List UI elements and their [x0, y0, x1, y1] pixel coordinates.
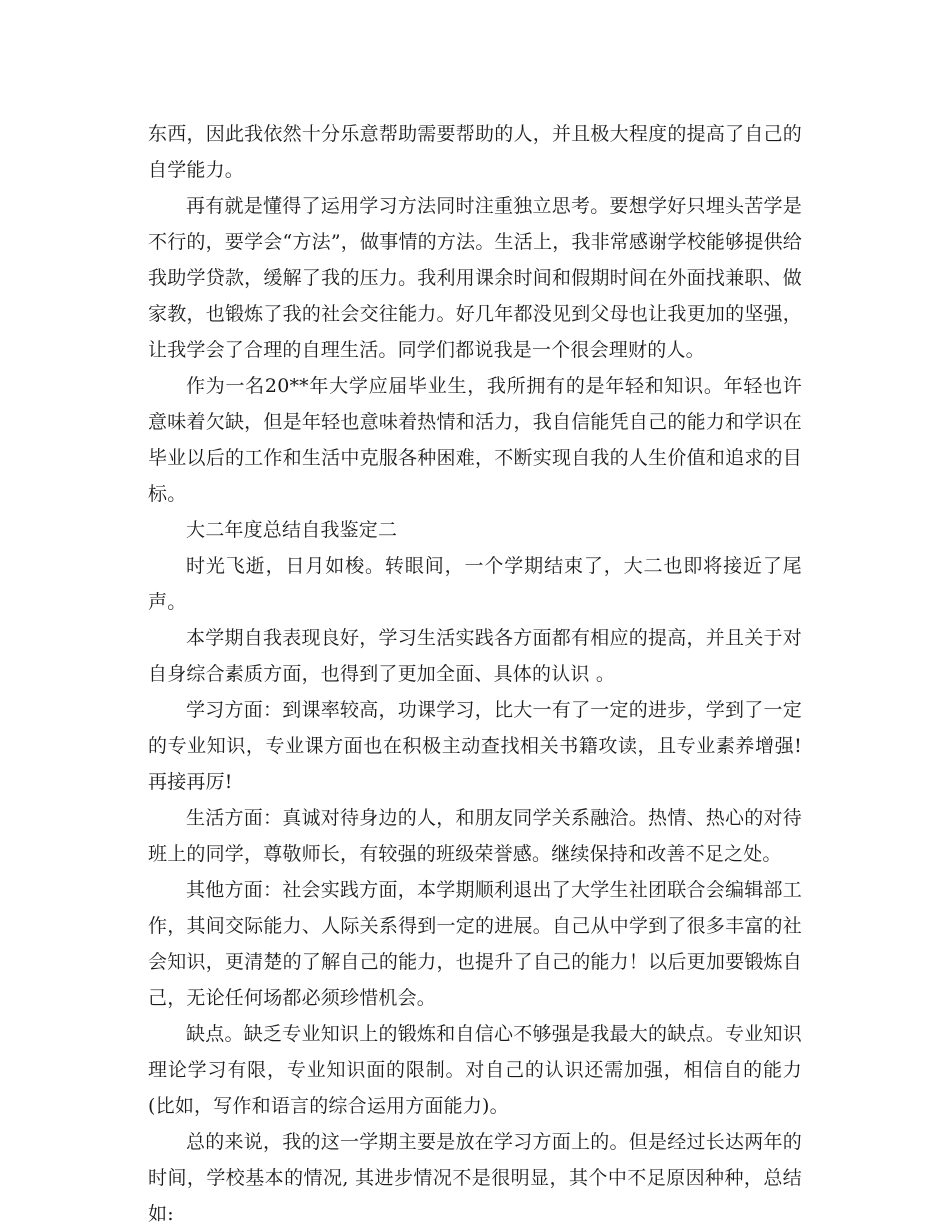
paragraph-study-methods: 再有就是懂得了运用学习方法同时注重独立思考。要想学好只埋头苦学是不行的，要学会“方法”，做事情的方法。生活上，我非常感谢学校能够提供给我助学贷款，缓解了我的压力。我利用课余时间和假期时间在外面找兼职、做家教，也锻炼了我的社会交往能力。好几年都没见到父母也让我更加的坚强，让我学会了合理的自理生活。同学们都说我是一个很会理财的人。 — [148, 195, 802, 361]
paragraph-study: 学习方面：到课率较高，功课学习，比大一有了一定的进步，学到了一定的专业知识，专业课方面也在积极主动查找相关书籍攻读，且专业素养增强!再接再厉! — [148, 699, 802, 793]
paragraph-self-performance: 本学期自我表现良好，学习生活实践各方面都有相应的提高，并且关于对自身综合素质方面，也得到了更加全面、具体的认识 。 — [148, 627, 802, 685]
paragraph-summary: 总的来说，我的这一学期主要是放在学习方面上的。但是经过长达两年的时间，学校基本的情况, 其进步情况不是很明显，其个中不足原因种种，总结如: — [148, 1131, 802, 1225]
paragraph-continuation: 东西，因此我依然十分乐意帮助需要帮助的人，并且极大程度的提高了自己的自学能力。 — [148, 123, 802, 181]
paragraph-life: 生活方面：真诚对待身边的人，和朋友同学关系融洽。热情、热心的对待班上的同学，尊敬师长，有较强的班级荣誉感。继续保持和改善不足之处。 — [148, 807, 802, 865]
paragraph-shortcomings: 缺点。缺乏专业知识上的锻炼和自信心不够强是我最大的缺点。专业知识理论学习有限，专业知识面的限制。对自己的认识还需加强，相信自的能力(比如，写作和语言的综合运用方面能力)。 — [148, 1023, 802, 1117]
paragraph-other: 其他方面：社会实践方面，本学期顺利退出了大学生社团联合会编辑部工作，其间交际能力、人际关系得到一定的进展。自己从中学到了很多丰富的社会知识，更清楚的了解自己的能力，也提升了自己的能力！以后更加要锻炼自己，无论任何场都必须珍惜机会。 — [148, 879, 802, 1009]
section-heading: 大二年度总结自我鉴定二 — [186, 519, 398, 541]
paragraph-graduate: 作为一名20**年大学应届毕业生，我所拥有的是年轻和知识。年轻也许意味着欠缺，但是年轻也意味着热情和活力，我自信能凭自己的能力和学识在毕业以后的工作和生活中克服各种困难，不断实现自我的人生价值和追求的目标。 — [148, 375, 802, 505]
paragraph-time-flies: 时光飞逝，日月如梭。转眼间，一个学期结束了，大二也即将接近了尾声。 — [148, 555, 802, 613]
document-body — [148, 116, 802, 1232]
